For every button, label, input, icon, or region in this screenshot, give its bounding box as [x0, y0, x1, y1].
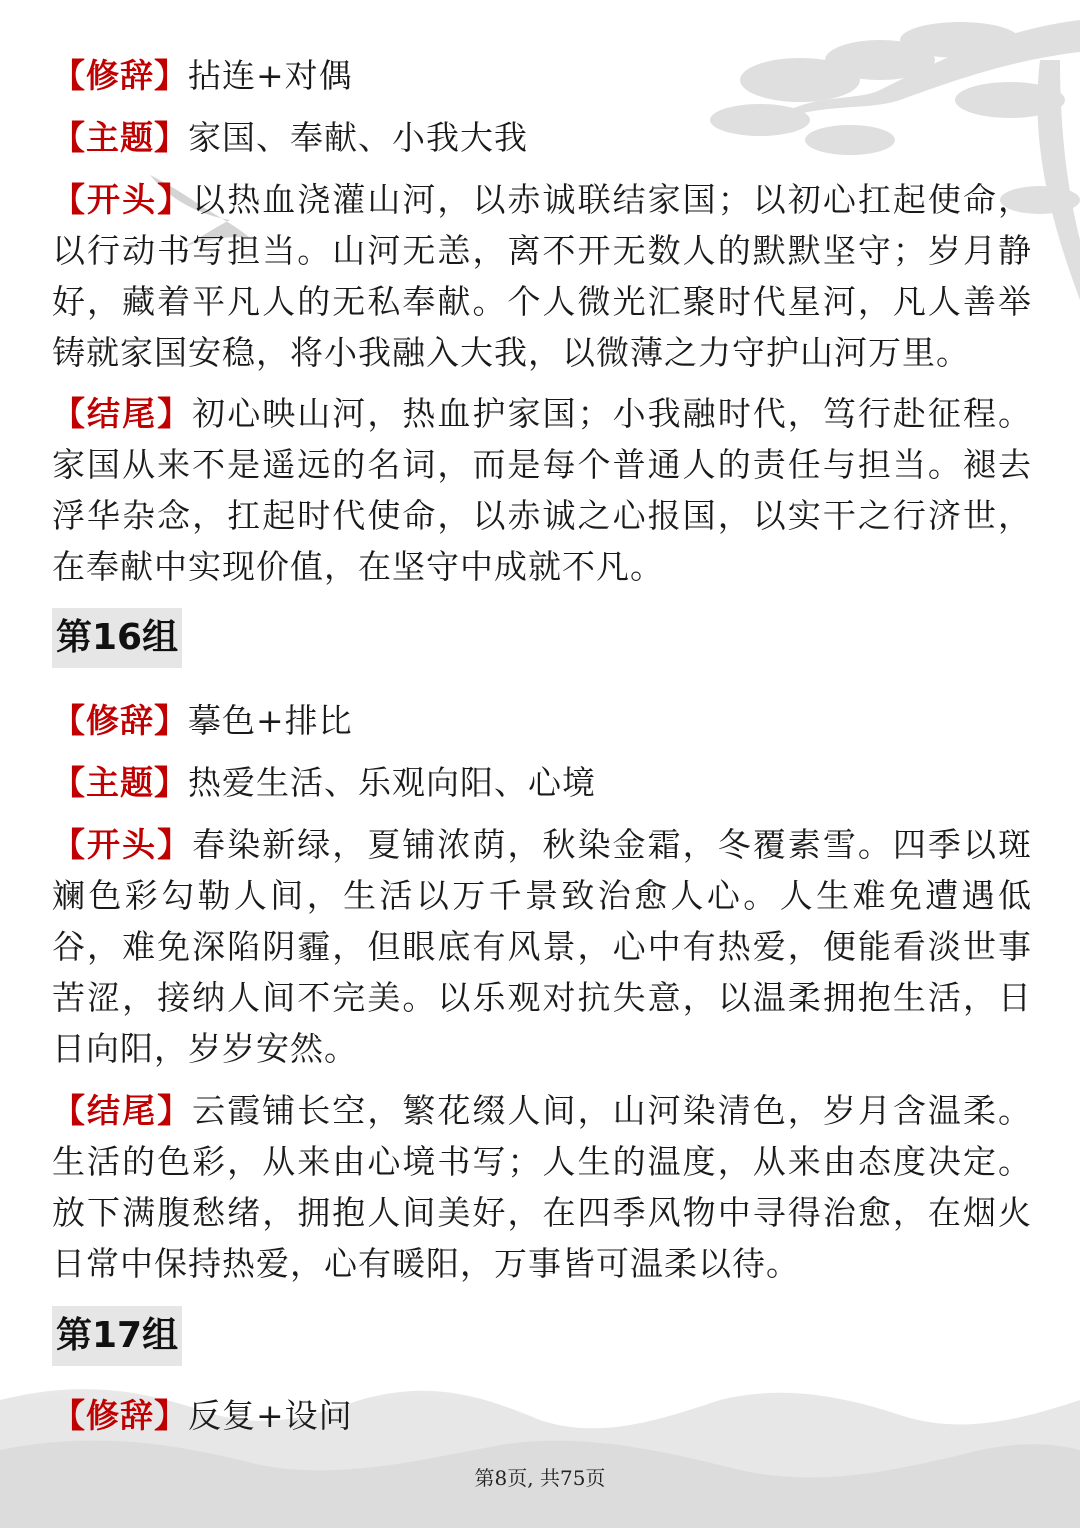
rhetoric-tag: 【修辞】	[52, 1396, 188, 1435]
ending-tag: 【结尾】	[52, 1091, 193, 1130]
ending-paragraph	[52, 388, 1032, 592]
opening-text: 春染新绿，夏铺浓荫，秋染金霜，冬覆素雪。四季以斑斓色彩勾勒人间，生活以万千景致治愈人心。人生难免遭遇低谷，难免深陷阴霾，但眼底有风景，心中有热爱，便能看淡世事苦涩，接纳人间不完美。以乐观对抗失意，以温柔拥抱生活，日日向阳，岁岁安然。	[52, 825, 1033, 1068]
section-heading: 第17组	[52, 1306, 182, 1366]
theme-tag: 【主题】	[52, 763, 188, 802]
rhetoric-line	[52, 50, 1032, 101]
opening-tag: 【开头】	[52, 825, 193, 864]
theme-text: 家国、奉献、小我大我	[188, 118, 528, 157]
rhetoric-text: 摹色+排比	[188, 701, 353, 740]
ending-text: 初心映山河，热血护家国；小我融时代，笃行赴征程。家国从来不是遥远的名词，而是每个普通人的责任与担当。褪去浮华杂念，扛起时代使命，以赤诚之心报国，以实干之行济世，在奉献中实现价值，在坚守中成就不凡。	[52, 394, 1033, 586]
theme-line	[52, 112, 1032, 163]
ending-paragraph	[52, 1085, 1032, 1289]
opening-paragraph	[52, 819, 1032, 1074]
section-heading: 第16组	[52, 608, 182, 668]
opening-tag: 【开头】	[52, 180, 193, 219]
opening-paragraph	[52, 174, 1032, 378]
theme-text: 热爱生活、乐观向阳、心境	[188, 763, 596, 802]
page-number: 第8页, 共75页	[474, 1466, 606, 1490]
theme-tag: 【主题】	[52, 118, 188, 157]
theme-line	[52, 757, 1032, 808]
rhetoric-text: 拈连+对偶	[188, 56, 353, 95]
rhetoric-line	[52, 1390, 1032, 1441]
ending-tag: 【结尾】	[52, 394, 193, 433]
rhetoric-tag: 【修辞】	[52, 701, 188, 740]
opening-text: 以热血浇灌山河，以赤诚联结家国；以初心扛起使命，以行动书写担当。山河无恙，离不开无数人的默默坚守；岁月静好，藏着平凡人的无私奉献。个人微光汇聚时代星河，凡人善举铸就家国安稳，将小我融入大我，以微薄之力守护山河万里。	[52, 180, 1033, 372]
ending-text: 云霞铺长空，繁花缀人间，山河染清色，岁月含温柔。生活的色彩，从来由心境书写；人生的温度，从来由态度决定。放下满腹愁绪，拥抱人间美好，在四季风物中寻得治愈，在烟火日常中保持热爱，心有暖阳，万事皆可温柔以待。	[52, 1091, 1033, 1283]
rhetoric-line	[52, 695, 1032, 746]
rhetoric-tag: 【修辞】	[52, 56, 188, 95]
rhetoric-text: 反复+设问	[188, 1396, 353, 1435]
